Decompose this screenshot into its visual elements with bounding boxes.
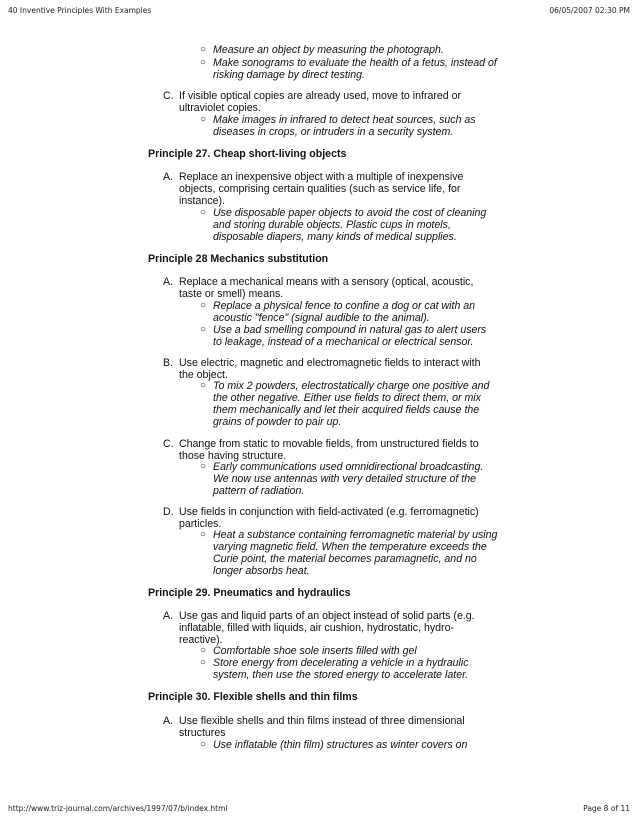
bullet-icon: ○ (200, 380, 207, 391)
source-url: http://www.triz-journal.com/archives/1997/07/b/index.html (8, 804, 228, 813)
list-item-text: Replace a mechanical means with a sensory (optical, acoustic, (179, 276, 474, 288)
example-text: To mix 2 powders, electrostatically charge one positive and (213, 380, 490, 392)
principle-heading: Principle 29. Pneumatics and hydraulics (148, 587, 351, 599)
list-item-letter: C. (163, 438, 174, 450)
print-header (8, 6, 630, 15)
bullet-icon: ○ (200, 300, 207, 311)
example-text: varying magnetic field. When the temperature exceeds the (213, 541, 487, 553)
list-item-text: Use electric, magnetic and electromagnetic fields to interact with (179, 357, 481, 369)
list-item-letter: A. (163, 715, 174, 727)
list-item-text: inflatable, filled with liquids, air cushion, hydrostatic, hydro- (179, 622, 454, 634)
bullet-icon: ○ (200, 114, 207, 125)
document-title: 40 Inventive Principles With Examples (8, 6, 152, 15)
example-text: Curie point, the material becomes paramagnetic, and no (213, 553, 477, 565)
example-text: acoustic "fence" (signal audible to the animal). (213, 312, 430, 324)
example-text: Heat a substance containing ferromagnetic material by using (213, 529, 498, 541)
list-item-text: objects, comprising certain qualities (such as service life, for (179, 183, 461, 195)
bullet-icon: ○ (200, 461, 207, 472)
list-item-text: the object. (179, 369, 228, 381)
bullet-icon: ○ (200, 57, 207, 68)
list-item-text: Replace an inexpensive object with a multiple of inexpensive (179, 171, 464, 183)
list-item-text: Use fields in conjunction with field-activated (e.g. ferromagnetic) (179, 506, 479, 518)
print-datetime: 06/05/2007 02:30 PM (549, 6, 630, 15)
example-text: grains of powder to pair up. (213, 416, 342, 428)
list-item-letter: B. (163, 357, 174, 369)
example-text: Make sonograms to evaluate the health of a fetus, instead of (213, 57, 497, 69)
example-text: Replace a physical fence to confine a dog or cat with an (213, 300, 476, 312)
list-item-text: instance). (179, 195, 225, 207)
example-text: Use a bad smelling compound in natural gas to alert users (213, 324, 487, 336)
bullet-icon: ○ (200, 324, 207, 335)
list-item-text: reactive). (179, 634, 223, 646)
bullet-icon: ○ (200, 657, 207, 668)
list-item-text: those having structure. (179, 450, 287, 462)
bullet-icon: ○ (200, 645, 207, 656)
list-item-letter: A. (163, 610, 174, 622)
example-text: Early communications used omnidirectional broadcasting. (213, 461, 484, 473)
example-text: and storing durable objects. Plastic cups in motels, (213, 219, 451, 231)
page-number: Page 8 of 11 (583, 804, 630, 813)
list-item-text: ultraviolet copies. (179, 102, 261, 114)
list-item-letter: A. (163, 276, 174, 288)
example-text: diseases in crops, or intruders in a security system. (213, 126, 454, 138)
example-text: Measure an object by measuring the photograph. (213, 44, 444, 56)
example-text: We now use antennas with very detailed structure of the (213, 473, 477, 485)
example-text: system, then use the stored energy to accelerate later. (213, 669, 469, 681)
principle-heading: Principle 30. Flexible shells and thin films (148, 691, 358, 703)
example-text: Use inflatable (thin film) structures as winter covers on (213, 739, 468, 751)
principle-heading: Principle 28 Mechanics substitution (148, 253, 329, 265)
bullet-icon: ○ (200, 739, 207, 750)
list-item-text: particles. (179, 518, 222, 530)
print-footer (8, 804, 630, 813)
list-item-text: taste or smell) means. (179, 288, 284, 300)
bullet-icon: ○ (200, 44, 207, 55)
bullet-icon: ○ (200, 529, 207, 540)
example-text: Make images in infrared to detect heat sources, such as (213, 114, 476, 126)
example-text: risking damage by direct testing. (213, 69, 365, 81)
list-item-text: Use flexible shells and thin films instead of three dimensional (179, 715, 465, 727)
example-text: longer absorbs heat. (213, 565, 310, 577)
list-item-letter: C. (163, 90, 174, 102)
example-text: them mechanically and let their acquired fields cause the (213, 404, 480, 416)
example-text: Store energy from decelerating a vehicle in a hydraulic (213, 657, 469, 669)
example-text: disposable diapers, many kinds of medical supplies. (213, 231, 457, 243)
bullet-icon: ○ (200, 207, 207, 218)
list-item-text: structures (179, 727, 226, 739)
example-text: pattern of radiation. (213, 485, 305, 497)
list-item-text: If visible optical copies are already used, move to infrared or (179, 90, 462, 102)
example-text: to leakage, instead of a mechanical or electrical sensor. (213, 336, 474, 348)
example-text: the other negative. Either use fields to direct them, or mix (213, 392, 481, 404)
list-item-text: Use gas and liquid parts of an object instead of solid parts (e.g. (179, 610, 475, 622)
example-text: Use disposable paper objects to avoid the cost of cleaning (213, 207, 487, 219)
list-item-text: Change from static to movable fields, from unstructured fields to (179, 438, 479, 450)
list-item-letter: D. (163, 506, 174, 518)
list-item-letter: A. (163, 171, 174, 183)
principle-heading: Principle 27. Cheap short-living objects (148, 148, 347, 160)
example-text: Comfortable shoe sole inserts filled with gel (213, 645, 417, 657)
